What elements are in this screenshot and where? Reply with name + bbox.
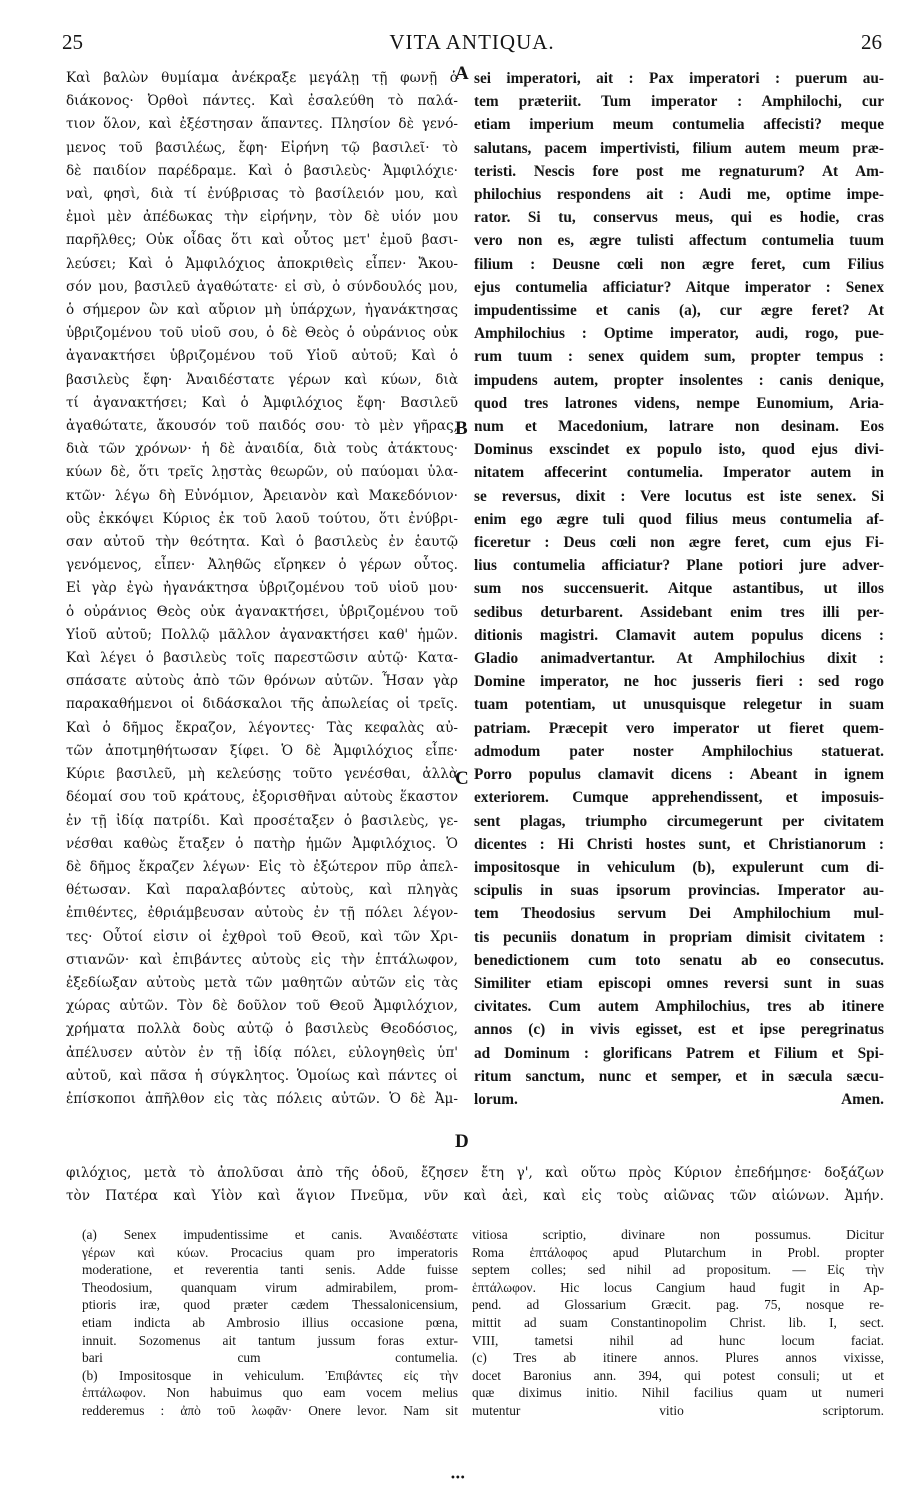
latin-text-line: Gladio animadvertantur. At Amphilochius dixit : (474, 650, 884, 668)
latin-text-line: vero non es, ægre tulisti affectum contumelia tuum (474, 232, 884, 250)
footnote-line: docet Baronius ann. 394, qui potest consuli; ut et (472, 1367, 884, 1383)
latin-text-line: dicentes : Hi Christi hostes sunt, et Christianorum : (474, 835, 884, 853)
latin-text-line: sum nos succensuerit. Aitque astantibus, ut illos (474, 580, 884, 598)
latin-text-line: rator. Si tu, conservus meus, qui es hodie, cras (474, 209, 884, 227)
latin-text-line: lorum. Amen. (474, 1090, 884, 1108)
greek-text-line: κύων δὲ, ὅτι τρεῖς λῃστὰς θεωρῶν, οὐ παύομαι ὑλα- (66, 464, 458, 481)
greek-text-line: Καὶ βαλὼν θυμίαμα ἀνέκραξε μεγάλῃ τῇ φωνῇ ὁ (66, 70, 458, 86)
latin-text-line: tem Theodosius servum Dei Amphilochium mul- (474, 905, 884, 923)
greek-text-line: ἐμοὶ μὲν ἀπέδωκας τὴν εἰρήνην, τὸν δὲ υἱόν μου (66, 209, 458, 226)
greek-text-line: ἀγανακτήσει ὑβριζομένου τοῦ Υἱοῦ αὐτοῦ; Καὶ ὁ (66, 348, 458, 365)
latin-text-line: filium : Deusne cœli non ægre feret, cum Filius (474, 255, 884, 273)
latin-text-line: tem præteriit. Tum imperator : Amphilochi, cur (474, 93, 884, 111)
greek-text-line: Εἰ γὰρ ἐγὼ ἠγανάκτησα ὑβριζομένου τοῦ υἱοῦ μου· (66, 580, 458, 597)
greek-text-line: τες· Οὗτοί εἰσιν οἱ ἐχθροὶ τοῦ Θεοῦ, καὶ τῶν Χρι- (66, 928, 458, 945)
latin-text-line: tis pecuniis donatum in propriam dimisit civitatem : (474, 928, 884, 946)
greek-text-line: παρῆλθες; Οὐκ οἶδας ὅτι καὶ οὗτος μετ' ἐμοῦ βασι- (66, 232, 458, 249)
footnote-line: γέρων καὶ κύων. Procacius quam pro imperatoris (82, 1244, 458, 1260)
footnote-line: vitiosa scriptio, divinare non possumus. Dicitur (472, 1227, 884, 1242)
section-marker-c: C (455, 768, 469, 789)
greek-text-line: Κύριε βασιλεῦ, μὴ κελεύσῃς τοῦτο γενέσθαι, ἀλλὰ (66, 766, 458, 783)
footnote-line: mittit ad suam Constantinopolim Christ. lib. I, sect. (472, 1314, 884, 1330)
greek-text-line: νέσθαι καθὼς ἔταξεν ὁ πατὴρ ἡμῶν Ἀμφιλόχιος. Ὁ (66, 835, 458, 852)
greek-text-line: Υἱοῦ αὐτοῦ; Πολλῷ μᾶλλον ἀγανακτήσει καθ' ἡμῶν. (66, 626, 458, 643)
greek-text-line: σαν αὐτοῦ τὴν θεότητα. Καὶ ὁ βασιλεὺς ἐν ἑαυτῷ (66, 534, 458, 551)
footnotes-left-column (82, 1226, 458, 1420)
greek-text-column (66, 67, 458, 1111)
latin-text-line: ficeretur : Deus cœli non ægre feret, cum ejus Fi- (474, 534, 884, 552)
greek-text-line: ἐξεδίωξαν αὐτοὺς μετὰ τῶν μαθητῶν αὐτῶν εἰς τὰς (66, 974, 458, 991)
latin-text-line: ejus contumelia afficiatur? Aitque imperator : Senex (474, 278, 884, 296)
greek-text-line: παρακαθήμενοι οἱ διδάσκαλοι τῆς ἀπωλείας οἱ τρεῖς. (66, 696, 458, 713)
footnote-line: VIII, tametsi nihil ad hunc locum faciat. (472, 1332, 884, 1348)
greek-text-line: κτῶν· λέγω δὴ Εὐνόμιον, Ἀρειανὸν καὶ Μακεδόνιον· (66, 487, 458, 504)
latin-text-line: nitatem affecerint contumelia. Imperator autem in (474, 464, 884, 482)
greek-text-line: χώρας αὐτῶν. Τὸν δὲ δοῦλον τοῦ Θεοῦ Ἀμφιλόχιον, (66, 998, 458, 1015)
latin-text-line: benedictionem cum toto senatu ab eo consecutus. (474, 951, 884, 969)
greek-text-line: ἐν τῇ ἰδίᾳ πατρίδι. Καὶ προσέταξεν ὁ βασιλεὺς, γε- (66, 812, 458, 829)
greek-text-line: βασιλεὺς ἔφη· Ἀναιδέστατε γέρων καὶ κύων, διὰ (66, 371, 458, 388)
greek-text-line: ἐπίσκοποι ἀπῆλθον εἰς τὰς πόλεις αὐτῶν. Ὁ δὲ Ἀμ- (66, 1090, 458, 1107)
latin-text-line: Similiter etiam episcopi omnes reversi sunt in suas (474, 974, 884, 992)
greek-text-line: θέτωσαν. Καὶ παραλαβόντες αὐτοὺς, καὶ πληγὰς (66, 882, 458, 899)
section-marker-a: A (455, 63, 469, 84)
footnote-line: Roma ἑπτάλοφος apud Plutarchum in Probl. propter (472, 1244, 884, 1260)
section-marker-d: D (455, 1131, 469, 1152)
greek-text-line: μενος τοῦ βασιλέως, ἔφη· Εἰρήνη τῷ βασιλεῖ· τὸ (66, 139, 458, 156)
greek-text-line: γενόμενος, εἶπεν· Ἀληθῶς εἴρηκεν ὁ γέρων οὗτος. (66, 557, 458, 574)
greek-text-line: χρήματα πολλὰ δοὺς αὐτῷ ὁ βασιλεὺς Θεοδόσιος, (66, 1021, 458, 1038)
greek-text-line: δὲ παιδίον παρέδραμε. Καὶ ὁ βασιλεὺς· Ἀμφιλόχιε· (66, 162, 458, 179)
latin-text-line: se reversus, dixit : Vere locutus est iste senex. Si (474, 487, 884, 505)
latin-text-line: annos (c) in vivis egisset, est et ipse peregrinatus (474, 1021, 884, 1039)
latin-text-line: num et Macedonium, latrare non desinam. Eos (474, 418, 884, 436)
greek-text-line: οὓς ἐκκόψει Κύριος ἐκ τοῦ λαοῦ τούτου, ὅτι ἐνύβρι- (66, 510, 458, 527)
latin-text-line: enim ego ægre tuli quod filius meus contumelia af- (474, 510, 884, 528)
latin-text-line: ditionis magistri. Clamavit autem populus dicens : (474, 626, 884, 644)
greek-text-line: Καὶ λέγει ὁ βασιλεὺς τοῖς παρεστῶσιν αὐτῷ· Κατα- (66, 650, 458, 667)
latin-text-line: Amphilochius : Optime imperator, audi, rogo, pue- (474, 325, 884, 343)
footnote-line: redderemus : ἀπὸ τοῦ λωφᾶν· Onere levor. Nam sit (82, 1402, 458, 1418)
footnote-line: ἑπτάλωφον. Non habuimus quo eam vocem melius (82, 1385, 458, 1401)
latin-text-line: sedibus deturbarent. Assidebant enim tres illi per- (474, 603, 884, 621)
greek-text-line: δὲ δῆμος ἔκραζεν λέγων· Εἰς τὸ ἐξώτερον πῦρ ἀπελ- (66, 858, 458, 875)
greek-text-line: διὰ τῶν χρόνων· ἡ δὲ ἀναιδία, διὰ τοὺς ἀτάκτους· (66, 441, 458, 458)
latin-text-line: impositosque in vehiculum (b), expulerunt cum di- (474, 858, 884, 876)
latin-text-line: rum tuum : senex quidem sum, propter tempus : (474, 348, 884, 366)
greek-text-line: τιον ὅλον, καὶ ἐξέστησαν ἅπαντες. Πλησίον δὲ γενό- (66, 116, 458, 133)
greek-closing-line: τὸν Πατέρα καὶ Υἱὸν καὶ ἅγιον Πνεῦμα, νῦν καὶ ἀεὶ, καὶ εἰς τοὺς αἰῶνας τῶν αἰώνων. Ἀμήν. (66, 1188, 884, 1205)
latin-text-line: exteriorem. Cumque apprehendissent, et imposuis- (474, 789, 884, 807)
footnotes-right-column (472, 1226, 884, 1420)
latin-text-line: salutans, pacem impertivisti, filium autem meum præ- (474, 139, 884, 157)
footnote-line: pend. ad Glossarium Græcit. pag. 75, nosque re- (472, 1297, 884, 1313)
latin-text-line: Domine imperator, ne hoc jusseris fieri : sed rogo (474, 673, 884, 691)
latin-text-line: etiam imperium meum contumelia affecisti? meque (474, 116, 884, 134)
latin-text-line: impudentissime et canis (a), cur ægre feret? At (474, 302, 884, 320)
latin-text-line: philochius respondens ait : Audi me, optime impe- (474, 186, 884, 204)
latin-text-line: impudens autem, propter insolentes : canis denique, (474, 371, 884, 389)
footnote-line: (a) Senex impudentissime et canis. Ἀναιδέστατε (82, 1227, 458, 1242)
greek-text-line: τῶν ἀποτμηθήτωσαν ξίφει. Ὁ δὲ Ἀμφιλόχιος εἶπε· (66, 742, 458, 759)
greek-closing-line: φιλόχιος, μετὰ τὸ ἀπολῦσαι ἀπὸ τῆς ὁδοῦ, ἔζησεν ἔτη γ', καὶ οὕτω πρὸς Κύριον ἐπεδήμησε· δοξάζων (66, 1165, 884, 1181)
latin-text-line: ad Dominum : glorificans Patrem et Filium et Spi- (474, 1044, 884, 1062)
footnote-line: etiam indicta ab Ambrosio illius occasione pœna, (82, 1314, 458, 1330)
running-title: VITA ANTIQUA. (389, 30, 555, 54)
greek-text-line: λεύσει; Καὶ ὁ Ἀμφιλόχιος ἀποκριθεὶς εἶπεν· Ἄκου- (66, 255, 458, 272)
latin-text-line: civitates. Cum autem Amphilochius, tres ab itinere (474, 998, 884, 1016)
footnote-line: septem colles; sed nihil ad propositum. — Εἰς τὴν (472, 1262, 884, 1278)
latin-text-line: tuam potentiam, ut unusquisque relegetur in suam (474, 696, 884, 714)
latin-text-line: admodum pater noster Amphilochius statuerat. (474, 742, 884, 760)
footnote-line: innuit. Sozomenus ait tantum jussum foras extur- (82, 1332, 458, 1348)
greek-text-line: ὑβριζομένου τοῦ υἱοῦ σου, ὁ δὲ Θεὸς ὁ οὐράνιος οὐκ (66, 325, 458, 342)
footnote-line: mutentur vitio scriptorum. (472, 1402, 884, 1418)
greek-text-line: ναὶ, φησὶ, διὰ τί ἐνύβρισας τὸ βασίλειόν μου, καὶ (66, 186, 458, 203)
latin-text-line: sent plagas, triumpho circumegerunt per civitatem (474, 812, 884, 830)
footnote-line: Theodosium, quanquam virum admirabilem, prom- (82, 1279, 458, 1295)
greek-closing-lines (66, 1162, 884, 1208)
greek-text-line: δέομαί σου τοῦ κράτους, ἐξορισθῆναι αὐτοὺς ἕκαστον (66, 789, 458, 806)
footnote-line: (b) Impositosque in vehiculum. Ἐπιβάντες εἰς τὴν (82, 1367, 458, 1383)
greek-text-line: τί ἀγανακτήσει; Καὶ ὁ Ἀμφιλόχιος ἔφη· Βασιλεῦ (66, 394, 458, 411)
greek-text-line: σπάσατε αὐτοὺς ἀπὸ τῶν θρόνων αὐτῶν. Ἦσαν γὰρ (66, 673, 458, 690)
latin-text-line: scipulis in suas ipsorum provincias. Imperator au- (474, 882, 884, 900)
greek-text-line: ὁ οὐράνιος Θεὸς οὐκ ἀγανακτήσει, ὑβριζομένου τοῦ (66, 603, 458, 620)
greek-text-line: στιανῶν· καὶ ἐπιβάντες αὐτοὺς εἰς τὴν ἑπτάλωφον, (66, 951, 458, 968)
footnote-line: ἑπτάλωφον. Hic locus Cangium haud fugit in Ap- (472, 1279, 884, 1295)
footnote-line: bari cum contumelia. (82, 1350, 458, 1366)
greek-text-line: σόν μου, βασιλεῦ ἀγαθώτατε· εἰ σὺ, ὁ σύνδουλός μου, (66, 278, 458, 295)
latin-text-line: patriam. Præcepit vero imperator ut fieret quem- (474, 719, 884, 737)
footnote-line: (c) Tres ab itinere annos. Plures annos vixisse, (472, 1350, 884, 1366)
greek-text-line: αὐτοῦ, καὶ πᾶσα ἡ σύγκλητος. Ὁμοίως καὶ πάντες οἱ (66, 1067, 458, 1084)
greek-text-line: ἀγαθώτατε, ἄκουσόν τοῦ παιδός σου· τὸ μὲν γῆρας, (66, 418, 458, 435)
greek-text-line: διάκονος· Ὀρθοὶ πάντες. Καὶ ἐσαλεύθη τὸ παλά- (66, 93, 458, 110)
greek-text-line: ὁ σήμερον ὢν καὶ αὔριον μὴ ὑπάρχων, ἠγανάκτησας (66, 302, 458, 319)
greek-text-line: Καὶ ὁ δῆμος ἔκραζον, λέγοντες· Τὰς κεφαλὰς αὐ- (66, 719, 458, 736)
latin-text-line: quod tres latrones videns, nempe Eunomium, Aria- (474, 394, 884, 412)
section-marker-b: B (455, 418, 468, 439)
footnote-line: moderatione, et reverentia tanti senis. Adde fuisse (82, 1262, 458, 1278)
footnote-line: quæ diximus initio. Nihil facilius quam ut numeri (472, 1385, 884, 1401)
latin-text-line: teristi. Nescis fore post me regnaturum? At Am- (474, 162, 884, 180)
latin-text-line: sei imperatori, ait : Pax imperatori : puerum au- (474, 70, 884, 87)
printer-ornament: ••• (450, 1473, 465, 1484)
latin-text-line: ritum sanctum, nunc et semper, et in sæcula sæcu- (474, 1067, 884, 1085)
page-number-right: 26 (861, 30, 882, 54)
latin-text-line: lius contumelia afficiatur? Plane potiori jure adver- (474, 557, 884, 575)
page-number-left: 25 (62, 30, 83, 54)
latin-text-line: Porro populus clamavit dicens : Abeant in ignem (474, 766, 884, 784)
running-header (62, 30, 882, 60)
greek-text-line: ἀπέλυσεν αὐτὸν ἐν τῇ ἰδίᾳ πόλει, εὐλογηθεὶς ὑπ' (66, 1044, 458, 1061)
latin-text-line: Dominus exscindet ex populo isto, quod ejus divi- (474, 441, 884, 459)
footnote-line: ptioris iræ, quod præter cædem Thessalonicensium, (82, 1297, 458, 1313)
latin-text-column (474, 67, 884, 1111)
greek-text-line: ἐπιθέντες, ἐθριάμβευσαν αὐτοὺς ἐν τῇ πόλει λέγον- (66, 905, 458, 922)
